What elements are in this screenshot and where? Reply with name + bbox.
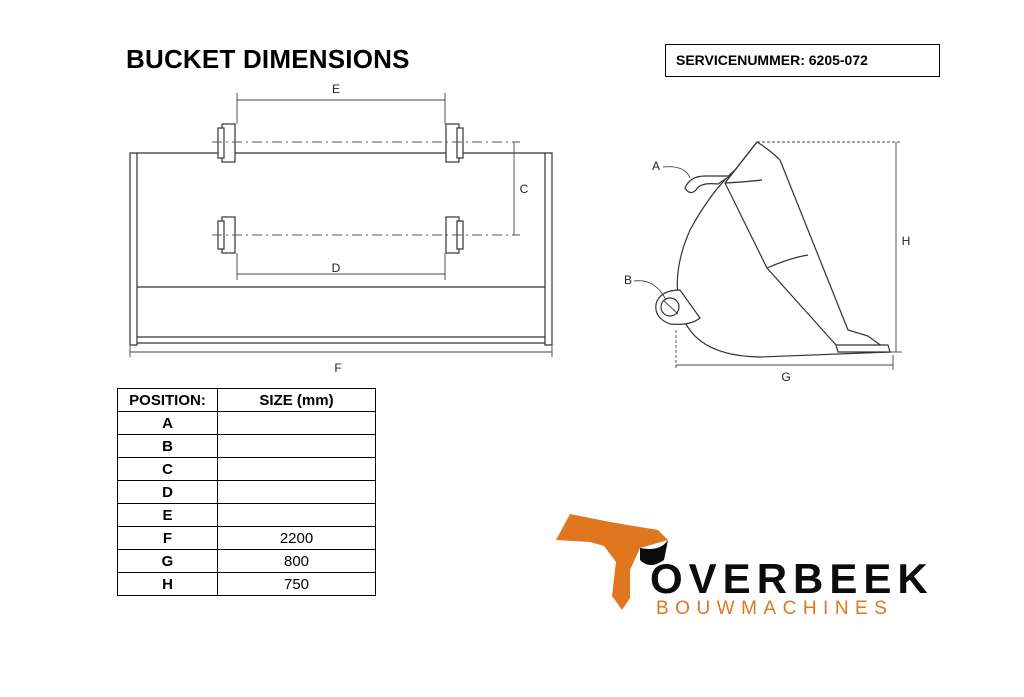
label-c: C [519,182,529,196]
position-cell: C [118,458,218,481]
table-row [118,435,376,458]
label-f: F [334,361,342,375]
service-number-box: SERVICENUMMER: 6205-072 [665,44,940,77]
position-cell: E [118,504,218,527]
label-d: D [331,261,341,275]
page-title: BUCKET DIMENSIONS [126,44,410,74]
side-view [656,142,890,357]
header-size: SIZE (mm) [218,389,376,412]
position-cell: F [118,527,218,550]
table-row [118,412,376,435]
label-a: A [651,159,661,173]
size-cell [218,481,376,504]
front-view [130,124,552,345]
size-cell [218,504,376,527]
label-h: H [901,234,911,248]
position-cell: A [118,412,218,435]
size-cell [218,435,376,458]
position-cell: D [118,481,218,504]
size-cell [218,412,376,435]
table-row [118,504,376,527]
logo-name: OVERBEEK [650,555,934,602]
table-row [118,550,376,573]
size-cell: 800 [218,550,376,573]
position-cell: G [118,550,218,573]
table-row [118,527,376,550]
position-cell: H [118,573,218,596]
table-row [118,481,376,504]
label-e: E [331,82,341,96]
position-cell: B [118,435,218,458]
header-position: POSITION: [118,389,218,412]
size-cell: 750 [218,573,376,596]
label-b: B [623,273,633,287]
dimensions-table [117,388,376,596]
size-cell: 2200 [218,527,376,550]
table-row [118,573,376,596]
logo-subtitle: BOUWMACHINES [656,598,894,619]
size-cell [218,458,376,481]
label-g: G [781,370,791,384]
table-row [118,458,376,481]
